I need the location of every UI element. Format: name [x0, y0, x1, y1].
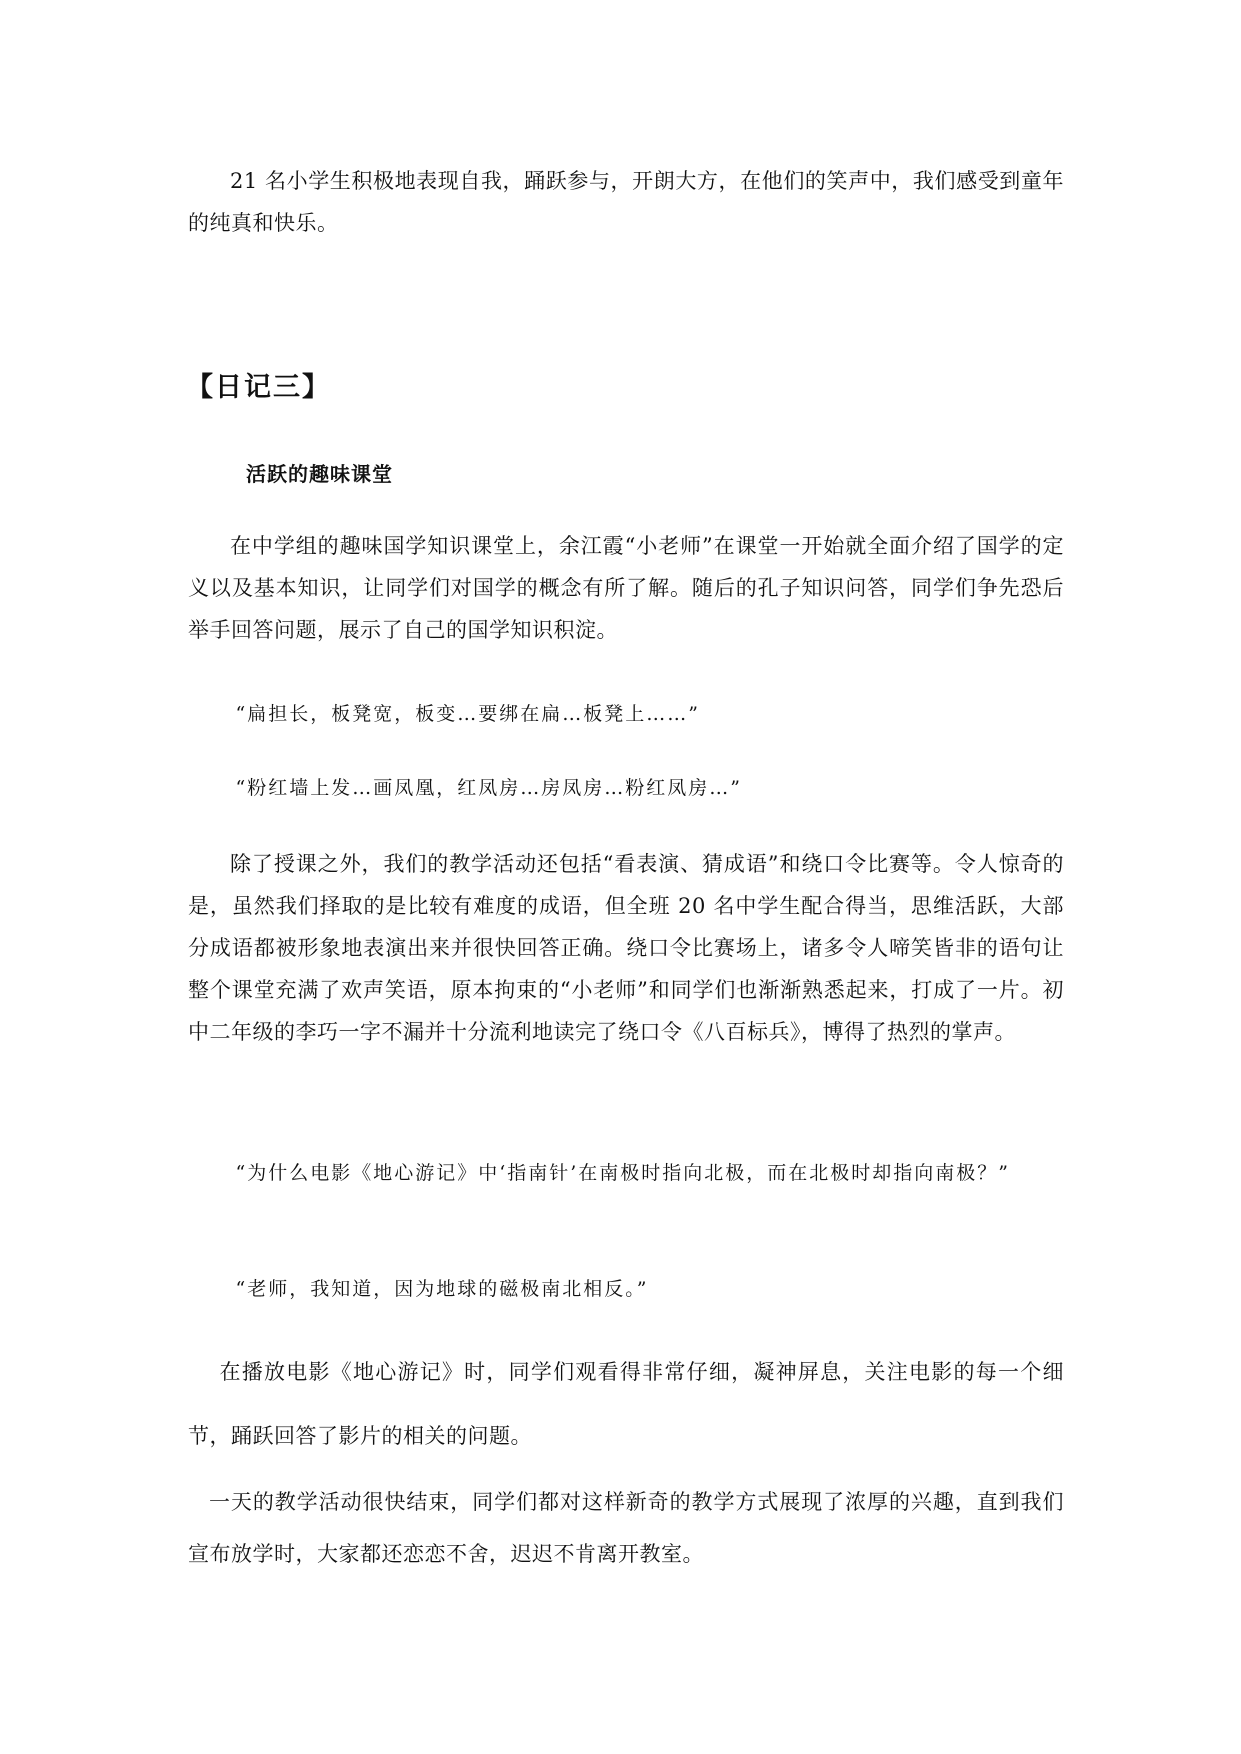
tongue-twister-quote-1: “扁担长，板凳宽，板变…要绑在扁…板凳上……”	[235, 703, 700, 725]
paragraph-activities: 除了授课之外，我们的教学活动还包括“看表演、猜成语”和绕口令比赛等。令人惊奇的是，虽然我们择取的是比较有难度的成语，但全班 20 名中学生配合得当，思维活跃，大部分成语都被形象地表演出来并很快回答正确。绕口令比赛场上，诸多令人啼笑皆非的语句让整个课堂充满了欢声笑语，原本拘束的“小老师”和同学们也渐渐熟悉起来，打成了一片。初中二年级的李巧一字不漏并十分流利地读完了绕口令《八百标兵》，博得了热烈的掌声。	[188, 852, 1064, 1044]
paragraph-conclusion: 一天的教学活动很快结束，同学们都对这样新奇的教学方式展现了浓厚的兴趣，直到我们宣布放学时，大家都还恋恋不舍，迟迟不肯离开教室。	[188, 1490, 1064, 1566]
diary-heading: 【日记三】	[186, 372, 331, 403]
question-quote: “为什么电影《地心游记》中‘指南针’在南极时指向北极，而在北极时却指向南极？”	[235, 1162, 1011, 1184]
paragraph-intro-class: 在中学组的趣味国学知识课堂上，余江霞“小老师”在课堂一开始就全面介绍了国学的定义以及基本知识，让同学们对国学的概念有所了解。随后的孔子知识问答，同学们争先恐后举手回答问题，展示了自己的国学知识积淀。	[188, 534, 1064, 642]
diary-title: 活跃的趣味课堂	[246, 462, 393, 486]
paragraph-movie: 在播放电影《地心游记》时，同学们观看得非常仔细，凝神屏息，关注电影的每一个细节，踊跃回答了影片的相关的问题。	[188, 1360, 1064, 1448]
intro-paragraph: 21 名小学生积极地表现自我，踊跃参与，开朗大方，在他们的笑声中，我们感受到童年的纯真和快乐。	[188, 169, 1064, 235]
tongue-twister-quote-2: “粉红墙上发…画凤凰，红凤房…房凤房…粉红凤房…”	[235, 777, 742, 799]
answer-quote: “老师，我知道，因为地球的磁极南北相反。”	[235, 1278, 649, 1300]
